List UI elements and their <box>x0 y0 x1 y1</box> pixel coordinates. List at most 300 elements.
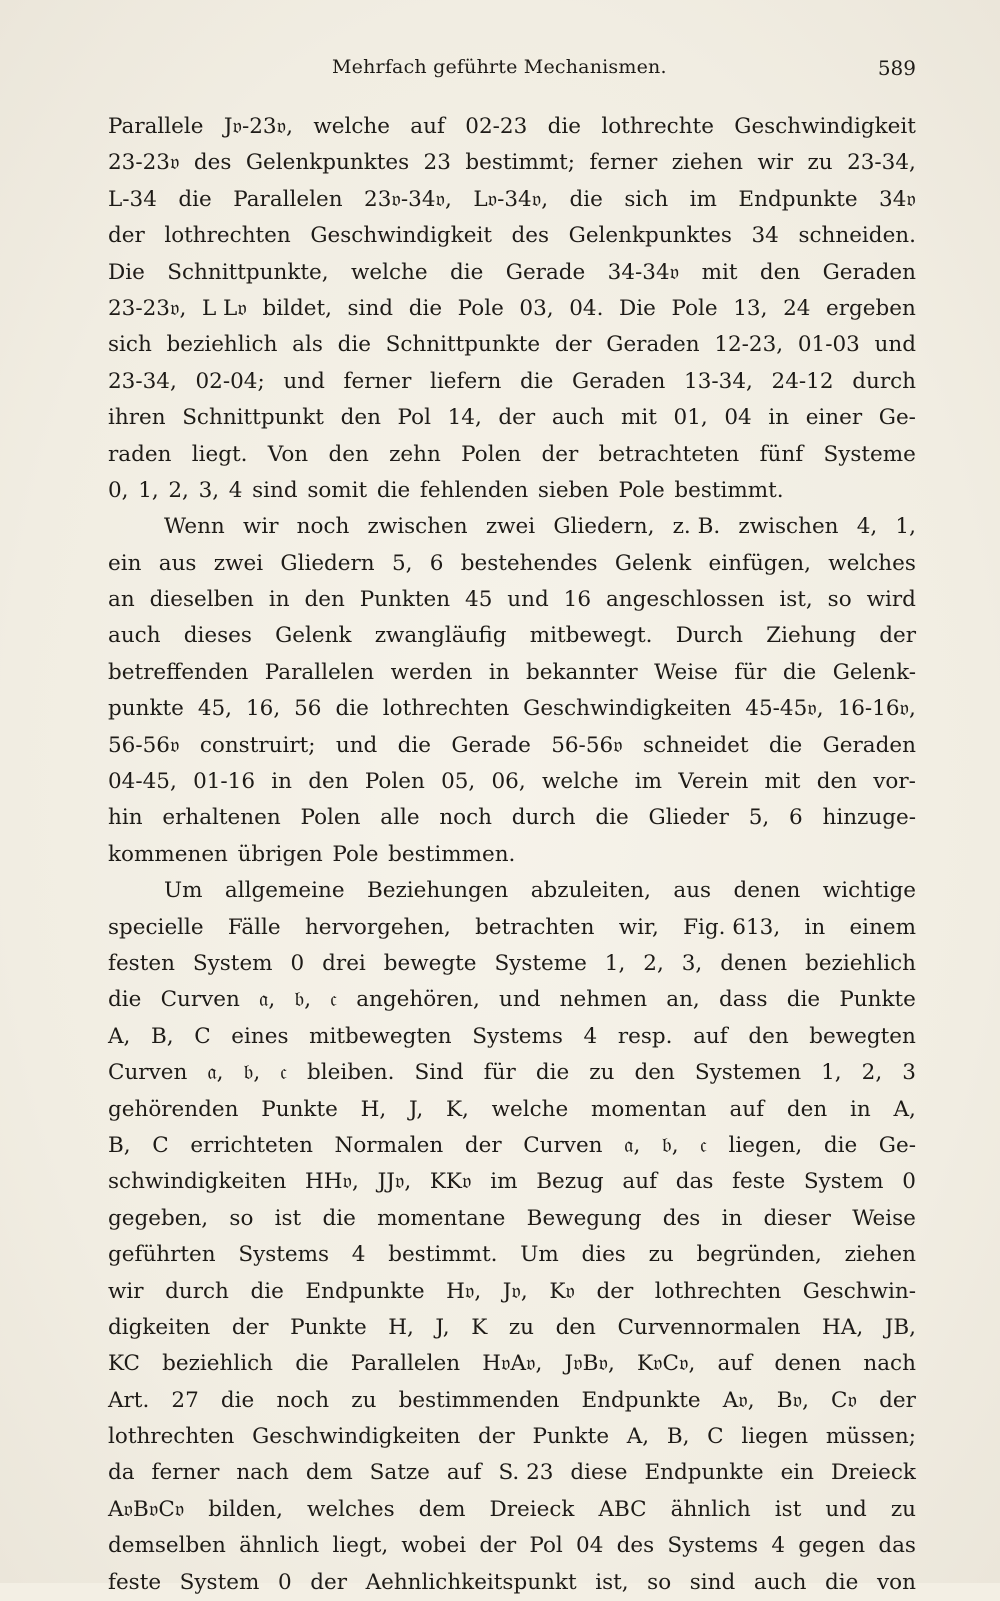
word: H, <box>388 1314 414 1340</box>
word: den <box>308 769 349 795</box>
word: auch <box>753 1569 807 1595</box>
text-line <box>108 1528 916 1564</box>
word: die <box>768 732 803 758</box>
word: J𝔳-23𝔳, <box>223 114 293 139</box>
word: werden <box>390 659 473 685</box>
word: Endpunkte <box>581 1387 701 1413</box>
word: Die <box>619 295 656 321</box>
word: Punkte <box>261 1096 338 1122</box>
word: dieses <box>183 623 252 649</box>
word: 23-34, <box>847 150 916 176</box>
word: ziehen <box>844 1242 916 1268</box>
word: 24-12 <box>771 368 834 394</box>
word: Gelenk <box>614 550 692 576</box>
word: die <box>786 987 821 1013</box>
word: eines <box>231 1023 289 1049</box>
word: wird <box>866 587 916 613</box>
word: Pol <box>397 405 431 431</box>
word: Geschwindigkeit <box>734 114 916 139</box>
word: durch <box>511 805 576 831</box>
word: 𝔟, <box>243 1060 261 1086</box>
word: 23 <box>423 150 451 176</box>
text-line <box>108 910 916 946</box>
word: an, <box>666 987 700 1013</box>
word: 5, <box>748 805 770 831</box>
word: Geschwindigkeit <box>310 223 492 249</box>
body-text <box>108 109 916 1601</box>
word: 04 <box>576 1533 604 1559</box>
word: der <box>541 441 579 467</box>
word: Punkte <box>839 987 916 1013</box>
text-line <box>108 1492 916 1528</box>
word: zwangläufig <box>374 623 507 649</box>
word: aus <box>673 878 712 904</box>
word: das <box>675 1169 714 1195</box>
text-line <box>108 400 916 436</box>
text-line <box>108 691 916 727</box>
word: Curvennormalen <box>617 1314 801 1340</box>
word: zu <box>351 1387 377 1413</box>
word: construirt; <box>199 732 316 758</box>
word: C <box>707 1424 724 1450</box>
word: 1, <box>895 514 916 540</box>
word: Curven <box>523 1132 603 1158</box>
word: den <box>759 259 801 285</box>
word: die <box>322 1205 356 1231</box>
word: 𝔠 <box>700 1132 707 1158</box>
word: in <box>271 769 293 795</box>
text-line <box>108 1092 916 1128</box>
word: noch <box>276 1387 330 1413</box>
word: und <box>335 732 378 758</box>
text-line <box>108 437 916 473</box>
word: 01, <box>673 405 708 431</box>
word: Gelenkpunktes <box>568 223 732 249</box>
word: alle <box>380 805 420 831</box>
word: Um <box>164 878 203 904</box>
word: sich <box>108 332 152 358</box>
word: L𝔳-34𝔳, <box>473 186 549 212</box>
word: A, <box>108 1023 131 1049</box>
word: beziehlich <box>162 1351 274 1377</box>
word: liegen <box>741 1424 809 1450</box>
word: Polen <box>461 441 522 467</box>
word: 45 <box>465 587 493 613</box>
word: 6 <box>429 550 444 576</box>
word: den <box>748 1023 789 1049</box>
word: bestimmenden <box>398 1387 560 1413</box>
word: einer <box>805 405 863 431</box>
word: 1, <box>138 477 159 503</box>
text-line <box>108 364 916 400</box>
word: Parallele <box>108 114 204 139</box>
word: für <box>483 1060 516 1086</box>
word: 0 <box>290 950 305 976</box>
word: Systemen <box>694 1060 802 1086</box>
word: die <box>595 805 629 831</box>
word: Pol <box>529 1533 563 1559</box>
word: bestimmt; <box>465 150 576 176</box>
word: Geraden <box>822 259 916 285</box>
word: die <box>450 259 484 285</box>
word: 𝔟, <box>294 987 312 1013</box>
word: zwei <box>485 514 536 540</box>
text-line <box>108 728 916 764</box>
word: A𝔳B𝔳C𝔳 <box>108 1496 185 1522</box>
word: fehlenden <box>419 477 529 503</box>
word: 16 <box>563 587 592 613</box>
word: Pole <box>332 841 379 867</box>
word: 𝔠 <box>330 987 338 1013</box>
text-line <box>108 618 916 654</box>
word: 1, <box>821 1060 842 1086</box>
word: Systeme <box>823 441 916 467</box>
word: ist <box>274 1205 302 1231</box>
word: der <box>479 1533 517 1559</box>
word: in <box>268 587 290 613</box>
word: Punkte <box>290 1314 367 1340</box>
running-title: Mehrfach geführte Mechanismen. <box>332 56 667 78</box>
word: schwindigkeiten <box>108 1169 287 1195</box>
word: Systems <box>238 1242 330 1268</box>
word: der <box>596 1278 634 1304</box>
word: sind <box>689 1569 736 1595</box>
word: 34-34𝔳 <box>607 259 680 285</box>
word: Pole <box>457 295 504 321</box>
text-line <box>108 1237 916 1273</box>
word: J𝔳, <box>502 1278 528 1304</box>
word: resp. <box>617 1023 673 1049</box>
word: Endpunkte <box>644 1460 764 1486</box>
word: die <box>250 1278 284 1304</box>
text-line <box>108 1055 916 1091</box>
word: dies <box>581 1242 626 1268</box>
word: durch <box>852 368 916 394</box>
word: im <box>634 769 663 795</box>
word: kommenen <box>108 841 228 867</box>
word: bewegten <box>809 1023 916 1049</box>
word: zu <box>890 1496 916 1522</box>
text-line <box>108 873 916 909</box>
word: in <box>721 1205 743 1231</box>
word: Fälle <box>227 914 281 940</box>
word: Normalen <box>334 1132 444 1158</box>
word: 0 <box>902 1169 916 1195</box>
word: Wenn <box>164 514 225 540</box>
text-line <box>108 546 916 582</box>
text-line <box>108 1019 916 1055</box>
word: Glieder <box>648 805 729 831</box>
word: nehmen <box>559 987 648 1013</box>
text-line <box>108 255 916 291</box>
word: drei <box>322 950 366 976</box>
word: ergeben <box>826 295 916 321</box>
word: 3 <box>902 1060 916 1086</box>
word: diese <box>570 1460 628 1486</box>
word: 03, <box>519 295 554 321</box>
word: Dreieck <box>489 1496 575 1522</box>
word: betrachteten <box>598 441 740 467</box>
word: mit <box>764 769 801 795</box>
word: mit <box>621 405 657 431</box>
word: geführten <box>108 1242 216 1268</box>
word: 01-03 <box>797 332 860 358</box>
word: ferner <box>343 368 412 394</box>
word: J, <box>408 1096 424 1122</box>
word: 34𝔳 <box>879 186 916 212</box>
word: auf <box>693 1023 728 1049</box>
word: feste <box>108 1569 162 1595</box>
word: Geschwindigkeiten <box>523 696 732 722</box>
word: hervorgehen, <box>304 914 451 940</box>
word: 4 <box>771 1533 786 1559</box>
word: liefern <box>430 368 502 394</box>
word: Verein <box>678 769 749 795</box>
word: sind <box>252 477 298 503</box>
word: Geraden <box>822 732 916 758</box>
word: Satze <box>369 1460 430 1486</box>
word: den <box>328 441 369 467</box>
text-line <box>108 145 916 181</box>
word: Systems <box>667 1533 759 1559</box>
word: B𝔳, <box>776 1387 809 1413</box>
word: den <box>304 587 345 613</box>
word: A, <box>893 1096 916 1122</box>
word: Ge- <box>878 405 916 431</box>
word: ihren <box>108 405 166 431</box>
text-line <box>108 218 916 254</box>
word: Von <box>267 441 309 467</box>
word: ein <box>780 1460 815 1486</box>
word: Curven <box>108 1060 188 1086</box>
word: System <box>179 1569 260 1595</box>
word: JB, <box>884 1314 916 1340</box>
word: 3, <box>681 950 703 976</box>
word: gegeben, <box>108 1205 209 1231</box>
text-line <box>108 1274 916 1310</box>
word: 0 <box>277 1569 292 1595</box>
word: sich <box>624 186 669 212</box>
word: HH𝔳, <box>305 1169 359 1195</box>
word: müssen; <box>825 1424 916 1450</box>
word: lothrechten <box>654 1278 782 1304</box>
word: der <box>478 1424 515 1450</box>
word: schneiden. <box>798 223 916 249</box>
word: System <box>192 950 273 976</box>
word: den <box>816 769 858 795</box>
word: aus <box>158 550 197 576</box>
word: die <box>337 332 371 358</box>
word: System <box>803 1169 884 1195</box>
word: Systems <box>472 1023 563 1049</box>
word: 12-23, <box>714 332 784 358</box>
word: 04-45, <box>108 769 177 795</box>
word: festen <box>108 950 175 976</box>
word: des <box>511 223 550 249</box>
word: bestimmen. <box>388 841 516 867</box>
word: auf <box>622 1169 658 1195</box>
word: Beziehungen <box>366 878 509 904</box>
word: begründen, <box>696 1242 822 1268</box>
word: Art. <box>108 1387 150 1413</box>
word: C𝔳 <box>831 1387 858 1413</box>
word: der <box>879 1387 916 1413</box>
word: der <box>879 623 916 649</box>
word: angehören, <box>356 987 480 1013</box>
word: welches <box>828 550 916 576</box>
word: Gerade <box>505 259 586 285</box>
word: Sind <box>414 1060 464 1086</box>
text-line <box>108 509 916 545</box>
word: ferner <box>589 150 658 176</box>
word: 16-16𝔳, <box>837 696 916 722</box>
word: 6 <box>789 805 803 831</box>
word: im <box>490 1169 518 1195</box>
word: die <box>178 186 212 212</box>
word: von <box>877 1569 916 1595</box>
word: punkte <box>108 696 184 722</box>
word: wir, <box>618 914 659 940</box>
word: nach <box>863 1351 916 1377</box>
word: 16, <box>245 696 281 722</box>
word: 𝔠 <box>280 1060 287 1086</box>
word: Punkte <box>532 1424 610 1450</box>
word: der <box>464 1132 502 1158</box>
word: Dreieck <box>830 1460 916 1486</box>
text-line <box>108 946 916 982</box>
word: so <box>229 1205 254 1231</box>
word: zu <box>589 1060 615 1086</box>
word: Gliedern, <box>553 514 655 540</box>
word: wir <box>757 150 794 176</box>
word: die <box>825 1569 859 1595</box>
word: zwischen <box>367 514 468 540</box>
word: B, <box>150 1023 174 1049</box>
word: welches <box>306 1496 395 1522</box>
word: bleiben. <box>307 1060 395 1086</box>
word: der <box>231 1314 269 1340</box>
word: liegt, <box>332 1533 389 1559</box>
word: 01-16 <box>193 769 256 795</box>
word: beziehlich <box>166 332 278 358</box>
word: vor- <box>873 769 916 795</box>
word: Geraden <box>606 332 700 358</box>
word: so <box>827 587 852 613</box>
word: liegen, <box>728 1132 803 1158</box>
word: einem <box>849 914 916 940</box>
word: in <box>488 659 510 685</box>
word: 23-23𝔳, <box>108 295 187 321</box>
running-header <box>108 56 916 86</box>
word: angeschlossen <box>605 587 765 613</box>
word: Schnittpunkte, <box>167 259 329 285</box>
word: 05, <box>441 769 476 795</box>
word: denen <box>733 878 801 904</box>
word: zu <box>807 150 833 176</box>
word: der <box>310 1569 347 1595</box>
word: Endpunkte <box>305 1278 425 1304</box>
word: mitbewegten <box>309 1023 452 1049</box>
word: Geschwindigkeiten <box>252 1424 461 1450</box>
word: lothrechten <box>108 1424 235 1450</box>
word: Geraden <box>572 368 666 394</box>
word: die <box>108 987 142 1013</box>
text-line <box>108 109 916 145</box>
word: wir <box>242 514 279 540</box>
word: Um <box>520 1242 559 1268</box>
word: auf <box>729 1096 765 1122</box>
word: 56 <box>294 696 322 722</box>
word: für <box>734 659 767 685</box>
word: K <box>471 1314 488 1340</box>
word: zwischen <box>738 514 839 540</box>
word: ist <box>774 1496 802 1522</box>
text-line <box>108 582 916 618</box>
word: Ziehung <box>766 623 856 649</box>
text-line <box>108 982 916 1018</box>
word: J𝔳B𝔳, <box>564 1351 615 1377</box>
word: auf <box>410 114 445 139</box>
word: errichteten <box>190 1132 313 1158</box>
word: ähnlich <box>239 1533 320 1559</box>
word: 2, <box>861 1060 883 1086</box>
word: Punkten <box>359 587 451 613</box>
word: welche <box>313 114 390 139</box>
word: dieselben <box>149 587 254 613</box>
word: das <box>878 1533 916 1559</box>
word: bewegte <box>383 950 477 976</box>
word: die <box>823 1132 858 1158</box>
word: 23-34, <box>108 368 177 394</box>
word: die <box>220 1387 255 1413</box>
word: zu <box>648 1242 674 1268</box>
word: 2, <box>168 477 189 503</box>
word: 02-23 <box>465 114 528 139</box>
word: in <box>849 1096 871 1122</box>
word: Pole <box>671 295 718 321</box>
word: 02-04; <box>195 368 265 394</box>
word: A𝔳, <box>722 1387 755 1413</box>
word: Parallelen <box>350 1351 461 1377</box>
word: und <box>507 587 549 613</box>
word: und <box>499 987 541 1013</box>
text-line <box>108 327 916 363</box>
word: sieben <box>537 477 609 503</box>
word: hin <box>108 805 143 831</box>
word: und <box>874 332 916 358</box>
word: durch <box>165 1278 229 1304</box>
word: 04. <box>569 295 604 321</box>
word: Gliedern <box>280 550 375 576</box>
word: auch <box>108 623 161 649</box>
word: Weise <box>852 1205 916 1231</box>
word: Pole <box>618 477 665 503</box>
word: Curven <box>160 987 240 1013</box>
word: die <box>295 1351 329 1377</box>
word: L L𝔳 <box>201 295 247 321</box>
word: A, <box>626 1424 650 1450</box>
word: auch <box>551 405 605 431</box>
word: somit <box>307 477 368 503</box>
word: lothrechten <box>164 223 291 249</box>
word: H𝔳, <box>446 1278 482 1304</box>
word: die <box>335 696 369 722</box>
word: 23-23𝔳 <box>108 150 180 176</box>
word: hinzuge- <box>822 805 916 831</box>
word: Parallelen <box>264 659 375 685</box>
word: 4 <box>583 1023 598 1049</box>
word: wir <box>108 1278 144 1304</box>
